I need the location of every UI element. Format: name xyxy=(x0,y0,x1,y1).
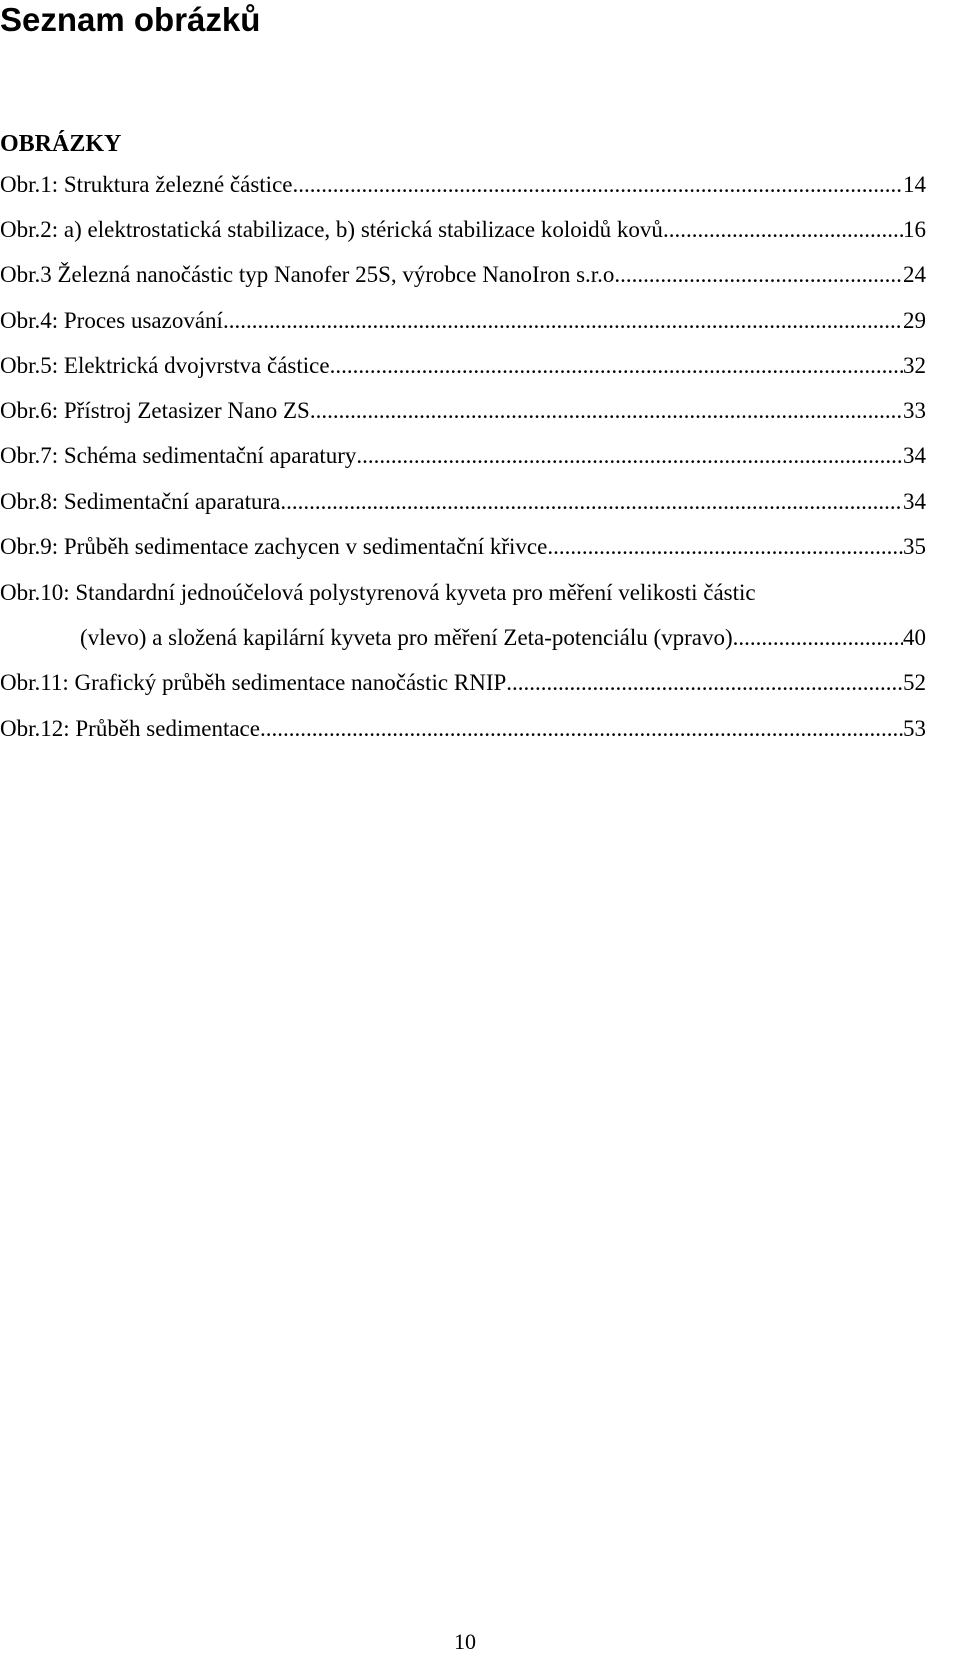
entry-label: Obr.5: Elektrická dvojvrstva částice xyxy=(0,353,330,378)
entry-label: Obr.6: Přístroj Zetasizer Nano ZS xyxy=(0,398,310,423)
toc-entry[interactable] xyxy=(0,259,926,291)
entry-label: Obr.8: Sedimentační aparatura xyxy=(0,489,281,514)
dot-leader xyxy=(293,169,904,201)
toc-entry[interactable] xyxy=(80,622,926,654)
entry-page-number: 34 xyxy=(903,443,926,468)
entry-page-number: 32 xyxy=(903,353,926,378)
dot-leader xyxy=(330,350,903,382)
toc-entry[interactable] xyxy=(0,214,926,246)
section-heading: OBRÁZKY xyxy=(0,131,122,157)
entry-page-number: 40 xyxy=(903,625,926,650)
entry-label: Obr.2: a) elektrostatická stabilizace, b) stérická stabilizace koloidů kovů xyxy=(0,217,663,242)
entry-label: Obr.3 Železná nanočástic typ Nanofer 25S, výrobce NanoIron s.r.o. xyxy=(0,262,621,287)
dot-leader xyxy=(310,395,903,427)
entry-label: Obr.11: Grafický průběh sedimentace nanočástic RNIP xyxy=(0,670,507,695)
dot-leader xyxy=(620,259,903,291)
entry-label: Obr.12: Průběh sedimentace xyxy=(0,716,260,741)
entry-label: Obr.9: Průběh sedimentace zachycen v sedimentační křivce xyxy=(0,534,548,559)
dot-leader xyxy=(663,214,903,246)
toc-entry-line1[interactable] xyxy=(0,577,926,609)
dot-leader xyxy=(223,305,903,337)
toc-entry[interactable] xyxy=(0,531,926,563)
entry-page-number: 14 xyxy=(903,172,926,197)
entry-page-number: 24 xyxy=(903,262,926,287)
entry-page-number: 52 xyxy=(903,670,926,695)
dot-leader xyxy=(260,713,903,745)
toc-entry[interactable] xyxy=(0,667,926,699)
entry-page-number: 29 xyxy=(903,308,926,333)
entry-label: Obr.7: Schéma sedimentační aparatury xyxy=(0,443,357,468)
page-number: 10 xyxy=(454,1629,476,1654)
page-title: Seznam obrázků xyxy=(0,1,261,38)
toc-entry[interactable] xyxy=(0,169,926,201)
entry-label: Obr.10: Standardní jednoúčelová polystyrenová kyveta pro měření velikosti částic xyxy=(0,580,756,605)
dot-leader xyxy=(733,622,903,654)
entry-page-number: 35 xyxy=(903,534,926,559)
dot-leader xyxy=(547,531,903,563)
dot-leader xyxy=(280,486,903,518)
entry-page-number: 33 xyxy=(903,398,926,423)
entry-page-number: 53 xyxy=(903,716,926,741)
toc-entry[interactable] xyxy=(0,713,926,745)
toc-entry[interactable] xyxy=(0,440,926,472)
toc-entry[interactable] xyxy=(0,486,926,518)
entry-label: Obr.1: Struktura železné částice xyxy=(0,172,293,197)
entry-label-continuation: (vlevo) a složená kapilární kyveta pro měření Zeta-potenciálu (vpravo) xyxy=(80,625,733,650)
entry-page-number: 16 xyxy=(903,217,926,242)
toc-entry[interactable] xyxy=(0,350,926,382)
dot-leader xyxy=(356,440,903,472)
toc-entry[interactable] xyxy=(0,395,926,427)
entry-page-number: 34 xyxy=(903,489,926,514)
toc-entry[interactable] xyxy=(0,305,926,337)
dot-leader xyxy=(506,667,903,699)
entry-label: Obr.4: Proces usazování xyxy=(0,308,223,333)
